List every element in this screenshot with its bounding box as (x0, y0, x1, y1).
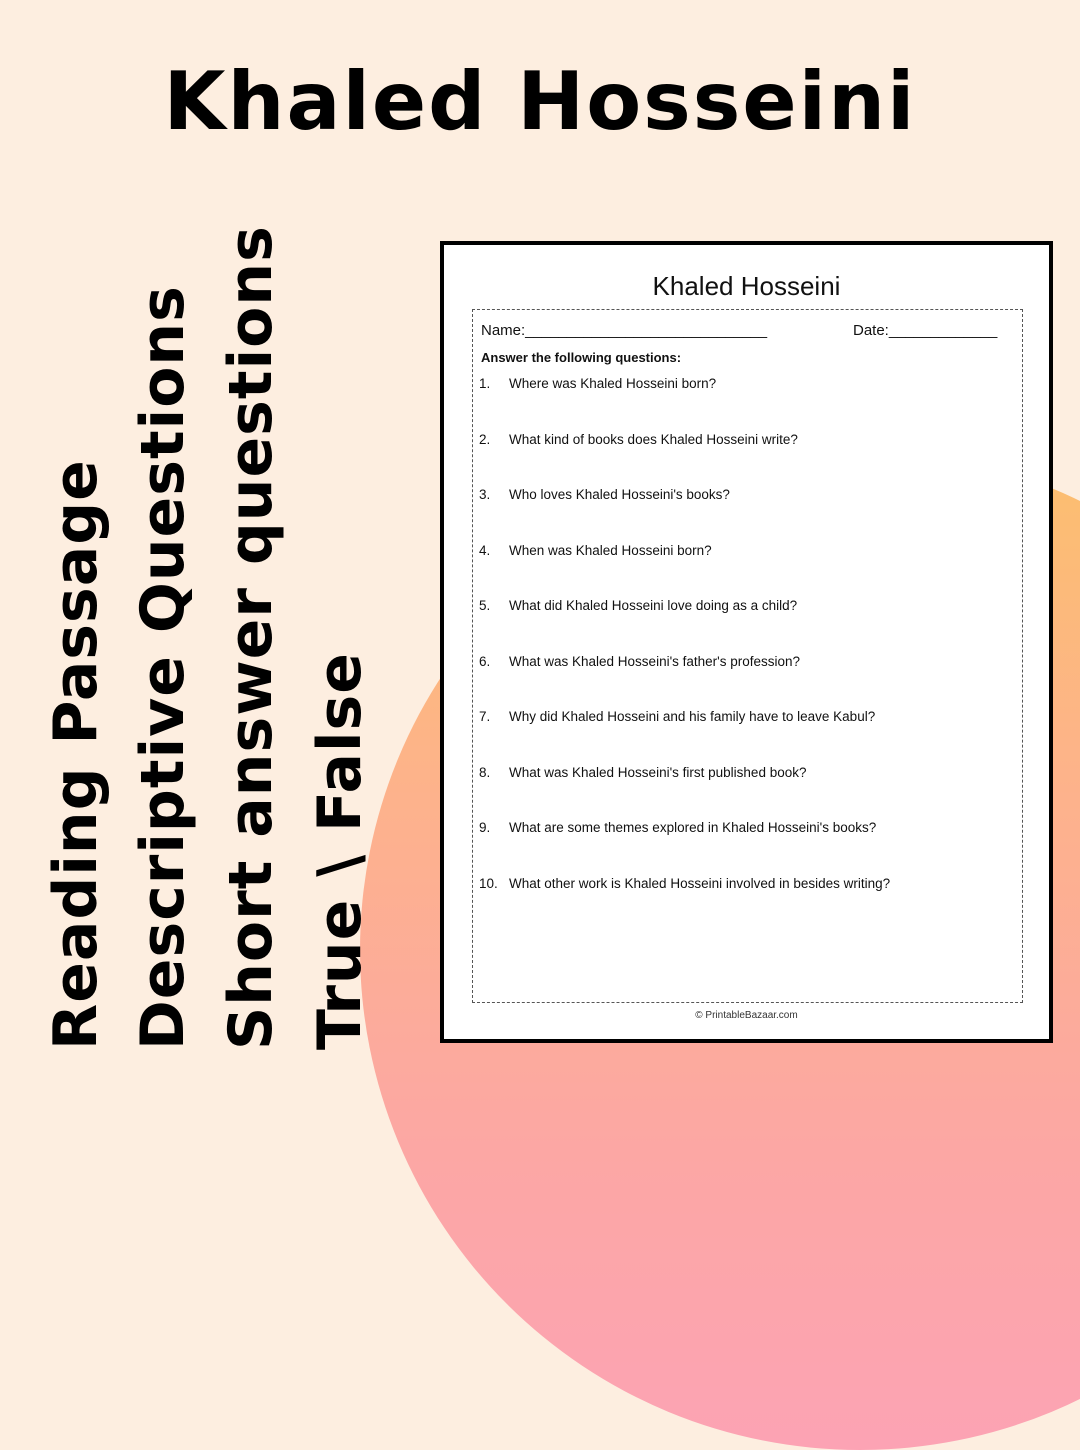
question-list (479, 376, 890, 931)
instructions: Answer the following questions: (481, 350, 682, 365)
question-text: What did Khaled Hosseini love doing as a child? (509, 598, 798, 613)
question-box (472, 309, 1023, 1003)
label-short-answer-questions: Short answer questions (216, 225, 286, 1050)
question-number: 7. (479, 709, 491, 724)
question-number: 9. (479, 820, 491, 835)
question-item (479, 432, 890, 488)
question-number: 4. (479, 542, 491, 558)
question-number: 1. (479, 376, 491, 391)
date-field-label: Date:_____________ (853, 322, 998, 339)
question-number: 5. (479, 598, 491, 613)
question-item (479, 876, 890, 932)
page-title: Khaled Hosseini (163, 55, 917, 148)
label-reading-passage: Reading Passage (41, 459, 111, 1050)
question-text: Where was Khaled Hosseini born? (509, 376, 717, 391)
label-descriptive-questions: Descriptive Questions (128, 285, 198, 1050)
question-text: What was Khaled Hosseini's first published book? (509, 764, 807, 780)
question-item (479, 765, 890, 821)
question-item (479, 376, 890, 432)
question-item (479, 820, 890, 876)
label-true-false: True \ False (305, 652, 375, 1050)
question-number: 3. (479, 487, 491, 502)
question-number: 10. (479, 875, 498, 891)
question-text: Who loves Khaled Hosseini's books? (509, 487, 730, 502)
question-item (479, 654, 890, 710)
question-item (479, 598, 890, 654)
question-item (479, 709, 890, 765)
name-field-label: Name:_____________________________ (481, 322, 768, 339)
worksheet-preview (440, 241, 1053, 1043)
copyright-footer: © PrintableBazaar.com (695, 1010, 798, 1021)
question-text: What are some themes explored in Khaled Hosseini's books? (509, 820, 877, 835)
question-item (479, 543, 890, 599)
question-text: When was Khaled Hosseini born? (509, 542, 712, 558)
worksheet-title: Khaled Hosseini (652, 271, 841, 301)
question-text: What was Khaled Hosseini's father's profession? (509, 653, 801, 669)
question-number: 2. (479, 431, 491, 447)
question-item (479, 487, 890, 543)
question-text: What other work is Khaled Hosseini involved in besides writing? (509, 875, 891, 891)
question-number: 6. (479, 653, 491, 669)
question-text: Why did Khaled Hosseini and his family have to leave Kabul? (509, 709, 876, 724)
question-text: What kind of books does Khaled Hosseini write? (509, 431, 798, 447)
question-number: 8. (479, 764, 491, 780)
